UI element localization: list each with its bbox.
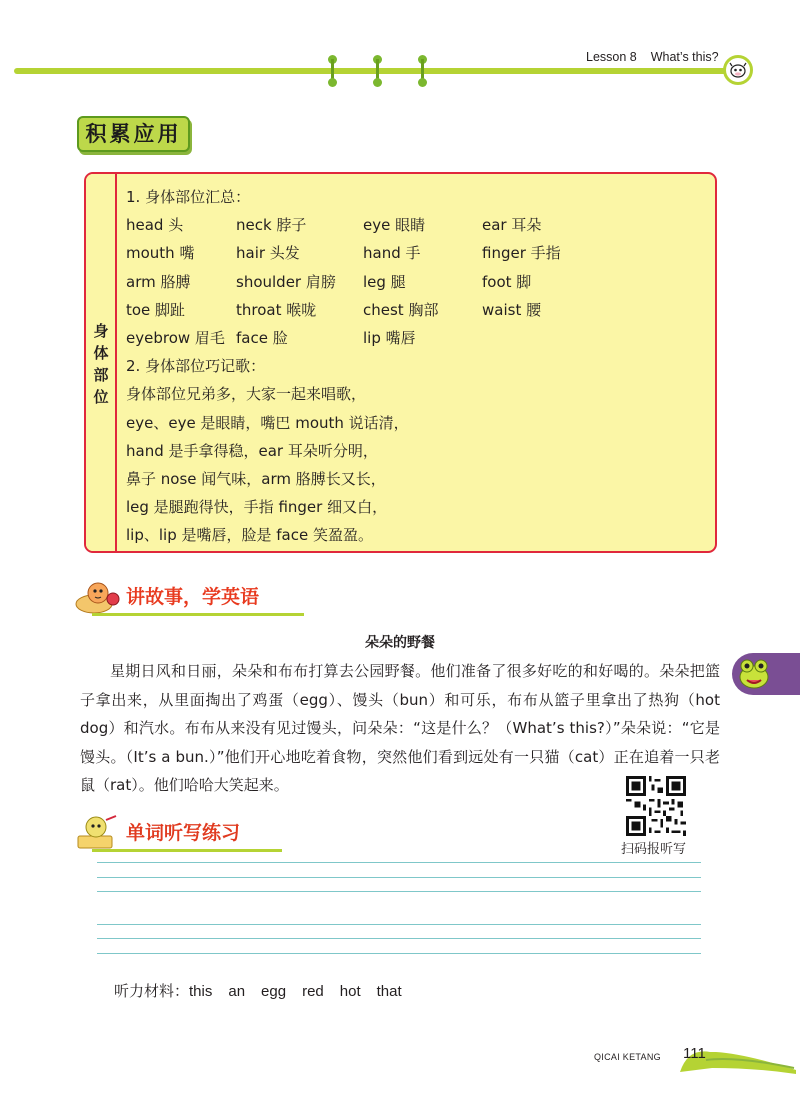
song-line: eye、eye 是眼睛，嘴巴 mouth 说话清， xyxy=(126,413,409,432)
section-heading-text: 单词听写练习 xyxy=(126,822,241,844)
story-text: 星期日风和日丽，朵朵和布布打算去公园野餐。他们准备了很多好吃的和好喝的。朵朵把篮子拿出来，从里面掏出了鸡蛋（egg）、馒头（bun）和可乐，布布从篮子里拿出了热狗（hot dog）和汽水。布布从来没有见过馒头，问朵朵：“这是什么？（What’s this?）”朵朵说：“它是馒头。（It’s a bun.）”他们开心地吃着食物，突然他们看到远处有一只猫（cat）正在追着一只老鼠（rat）。他们哈哈大笑起来。 xyxy=(80,662,720,795)
section-heading-dictation xyxy=(74,814,284,852)
listen-label: 听力材料： xyxy=(114,982,190,1000)
dictation-lines[interactable] xyxy=(97,862,701,967)
side-char: 位 xyxy=(93,388,109,406)
word-entry: eyebrow 眉毛 xyxy=(126,328,225,347)
qr-code[interactable] xyxy=(626,776,686,836)
cartoon-cow-icon xyxy=(723,55,753,85)
lesson-number: Lesson 8 xyxy=(586,50,637,64)
word-row xyxy=(126,239,622,267)
heading-underline xyxy=(92,613,304,616)
box-side-label xyxy=(86,174,117,551)
side-char: 体 xyxy=(93,344,109,362)
side-tab-frog xyxy=(732,653,800,695)
binder-pin xyxy=(373,55,381,87)
page-number: 111 xyxy=(683,1045,706,1062)
word-entry: arm 胳膊 xyxy=(126,272,191,291)
heading-underline xyxy=(92,849,282,852)
word-entry: eye 眼睛 xyxy=(363,216,426,235)
ruled-line xyxy=(97,877,701,878)
ruled-line xyxy=(97,953,701,954)
listen-word: hot xyxy=(339,983,361,1000)
body-parts-box xyxy=(84,172,717,553)
listen-word: egg xyxy=(261,983,287,1000)
box-heading: 2. 身体部位巧记歌： xyxy=(126,357,266,376)
word-entry: leg 腿 xyxy=(363,272,406,291)
binder-pin xyxy=(328,55,336,87)
ruled-line xyxy=(97,862,701,863)
cartoon-mascot-icon xyxy=(74,578,124,616)
side-char: 部 xyxy=(93,366,109,384)
section-heading-story xyxy=(74,578,304,616)
footer-label: QICAI KETANG xyxy=(594,1052,661,1062)
word-entry: finger 手指 xyxy=(482,244,561,263)
section-title-text: 积累应用 xyxy=(85,121,182,146)
song-line: lip、lip 是嘴唇，脸是 face 笑盈盈。 xyxy=(126,526,373,545)
word-entry: ear 耳朵 xyxy=(482,216,542,235)
lesson-header xyxy=(586,50,719,64)
word-entry: waist 腰 xyxy=(482,300,542,319)
section-title-accumulate xyxy=(77,116,190,152)
word-entry: shoulder 肩膀 xyxy=(236,272,336,291)
word-entry: hand 手 xyxy=(363,244,421,263)
word-row xyxy=(126,211,622,239)
side-char: 身 xyxy=(93,322,109,340)
frog-icon xyxy=(736,656,772,692)
story-title: 朵朵的野餐 xyxy=(365,635,435,651)
word-entry: mouth 嘴 xyxy=(126,244,195,263)
word-entry: toe 脚趾 xyxy=(126,300,186,319)
listen-word: an xyxy=(228,983,246,1000)
ruled-line xyxy=(97,938,701,939)
section-heading-text: 讲故事，学英语 xyxy=(126,586,260,608)
word-entry: foot 脚 xyxy=(482,272,532,291)
box-heading: 1. 身体部位汇总： xyxy=(126,188,251,206)
qr-label: 扫码报听写 xyxy=(621,842,687,857)
word-entry: head 头 xyxy=(126,216,184,235)
ruled-line xyxy=(97,891,701,892)
word-entry: throat 喉咙 xyxy=(236,300,317,319)
word-row xyxy=(126,324,622,352)
lesson-title: What’s this? xyxy=(650,50,719,64)
cartoon-mascot-icon xyxy=(74,814,124,852)
listening-material xyxy=(114,980,402,1001)
binder-pin xyxy=(418,55,426,87)
word-entry xyxy=(482,324,622,352)
word-row xyxy=(126,296,622,324)
word-entry: face 脸 xyxy=(236,328,288,347)
listen-word: red xyxy=(302,983,324,1000)
word-entry: neck 脖子 xyxy=(236,216,307,235)
word-entry: hair 头发 xyxy=(236,244,300,263)
song-line: hand 是手拿得稳，ear 耳朵听分明， xyxy=(126,441,378,460)
word-entry: chest 胸部 xyxy=(363,300,439,319)
box-content xyxy=(126,183,622,549)
word-row xyxy=(126,268,622,296)
word-entry: lip 嘴唇 xyxy=(363,328,416,347)
song-line: 鼻子 nose 闻气味，arm 胳膊长又长， xyxy=(126,469,386,488)
story-paragraph xyxy=(80,657,720,800)
listen-word: this xyxy=(189,983,213,1000)
ruled-line xyxy=(97,924,701,925)
listen-word: that xyxy=(376,983,402,1000)
song-line: leg 是腿跑得快，手指 finger 细又白， xyxy=(126,498,388,517)
song-line: 身体部位兄弟多，大家一起来唱歌， xyxy=(126,385,367,404)
